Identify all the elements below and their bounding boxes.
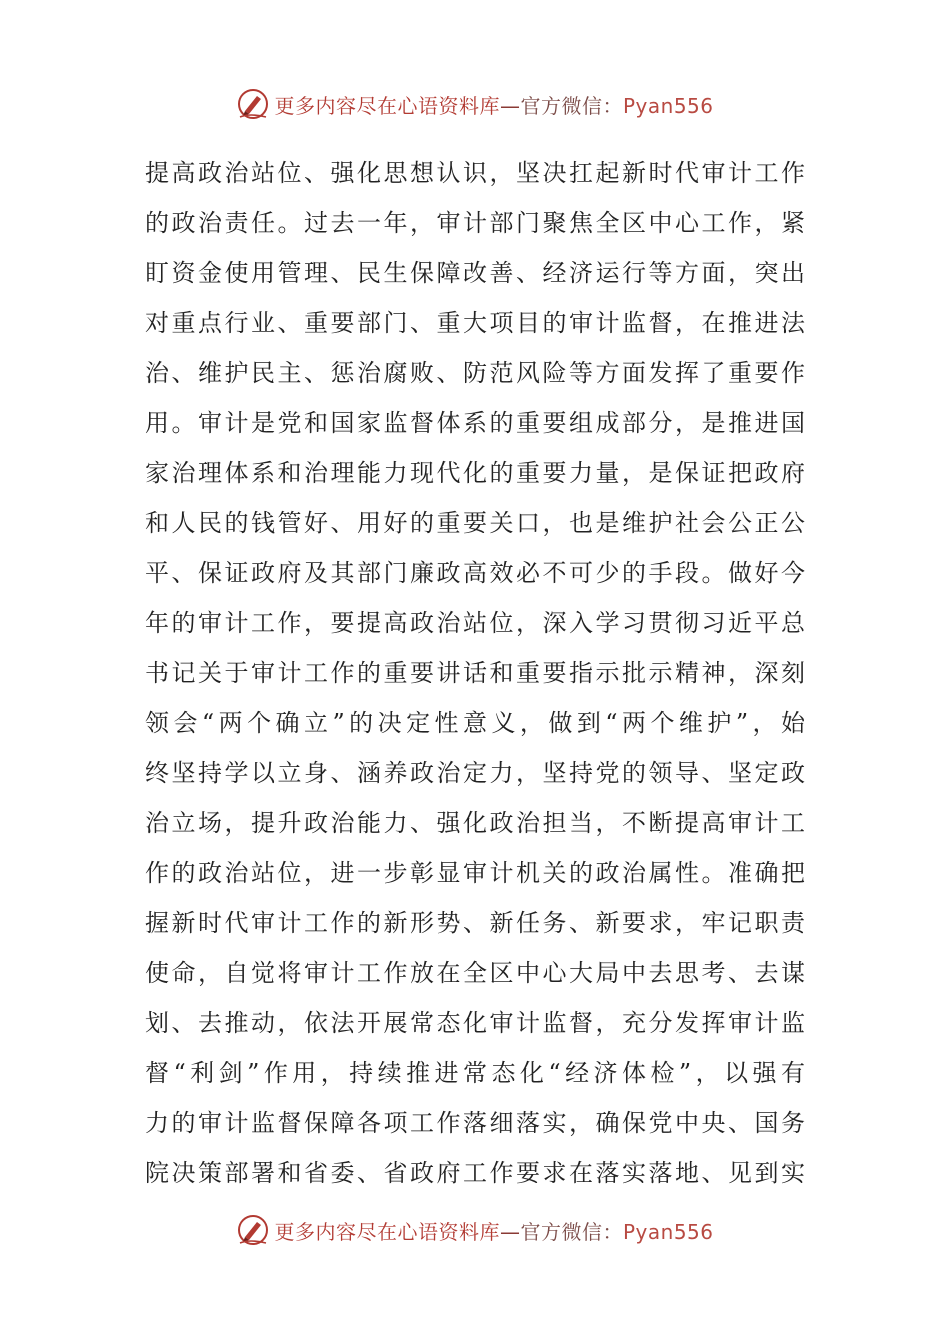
body-line: 划、去推动，依法开展常态化审计监督，充分发挥审计监: [145, 1009, 805, 1037]
body-line: 院决策部署和省委、省政府工作要求在落实落地、见到实: [145, 1159, 805, 1187]
body-line: 治、维护民主、惩治腐败、防范风险等方面发挥了重要作: [145, 359, 805, 387]
body-line: 治立场，提升政治能力、强化政治担当，不断提高审计工: [145, 809, 805, 837]
footer-wechat-id: Pyan556: [622, 1219, 714, 1244]
body-line: 提高政治站位、强化思想认识，坚决扛起新时代审计工作: [145, 159, 805, 187]
document-body: [145, 148, 805, 1198]
body-line: 对重点行业、重要部门、重大项目的审计监督，在推进法: [145, 309, 805, 337]
header-separator: —: [499, 93, 521, 118]
body-line: 督“利剑”作用，持续推进常态化“经济体检”，以强有: [145, 1059, 805, 1087]
body-line: 用。审计是党和国家监督体系的重要组成部分，是推进国: [145, 409, 805, 437]
body-line: 书记关于审计工作的重要讲话和重要指示批示精神，深刻: [145, 659, 805, 687]
body-line: 终坚持学以立身、涵养政治定力，坚持党的领导、坚定政: [145, 759, 805, 787]
header-text: [274, 90, 713, 119]
body-line: 平、保证政府及其部门廉政高效必不可少的手段。做好今: [145, 559, 805, 587]
body-line: 领会“两个确立”的决定性意义，做到“两个维护”，始: [145, 709, 805, 737]
body-line: 握新时代审计工作的新形势、新任务、新要求，牢记职责: [145, 909, 805, 937]
footer-banner: [0, 1210, 950, 1250]
body-line: 年的审计工作，要提高政治站位，深入学习贯彻习近平总: [145, 609, 805, 637]
footer-separator: —: [499, 1219, 521, 1244]
header-banner: [0, 84, 950, 124]
header-site-name: 更多内容尽在心语资料库: [274, 93, 500, 118]
header-official-label: 官方微信：: [520, 93, 623, 118]
footer-site-name: 更多内容尽在心语资料库: [274, 1219, 500, 1244]
body-line: 使命，自觉将审计工作放在全区中心大局中去思考、去谋: [145, 959, 805, 987]
body-line: 的政治责任。过去一年，审计部门聚焦全区中心工作，紧: [145, 209, 805, 237]
body-line: 家治理体系和治理能力现代化的重要力量，是保证把政府: [145, 459, 805, 487]
body-line: 力的审计监督保障各项工作落细落实，确保党中央、国务: [145, 1109, 805, 1137]
pen-logo-icon: [236, 87, 270, 121]
header-wechat-id: Pyan556: [622, 93, 714, 118]
footer-text: [274, 1216, 713, 1245]
body-line: 作的政治站位，进一步彰显审计机关的政治属性。准确把: [145, 859, 805, 887]
pen-logo-icon: [236, 1213, 270, 1247]
footer-official-label: 官方微信：: [520, 1219, 623, 1244]
body-line: 盯资金使用管理、民生保障改善、经济运行等方面，突出: [145, 259, 805, 287]
body-line: 和人民的钱管好、用好的重要关口，也是维护社会公正公: [145, 509, 805, 537]
